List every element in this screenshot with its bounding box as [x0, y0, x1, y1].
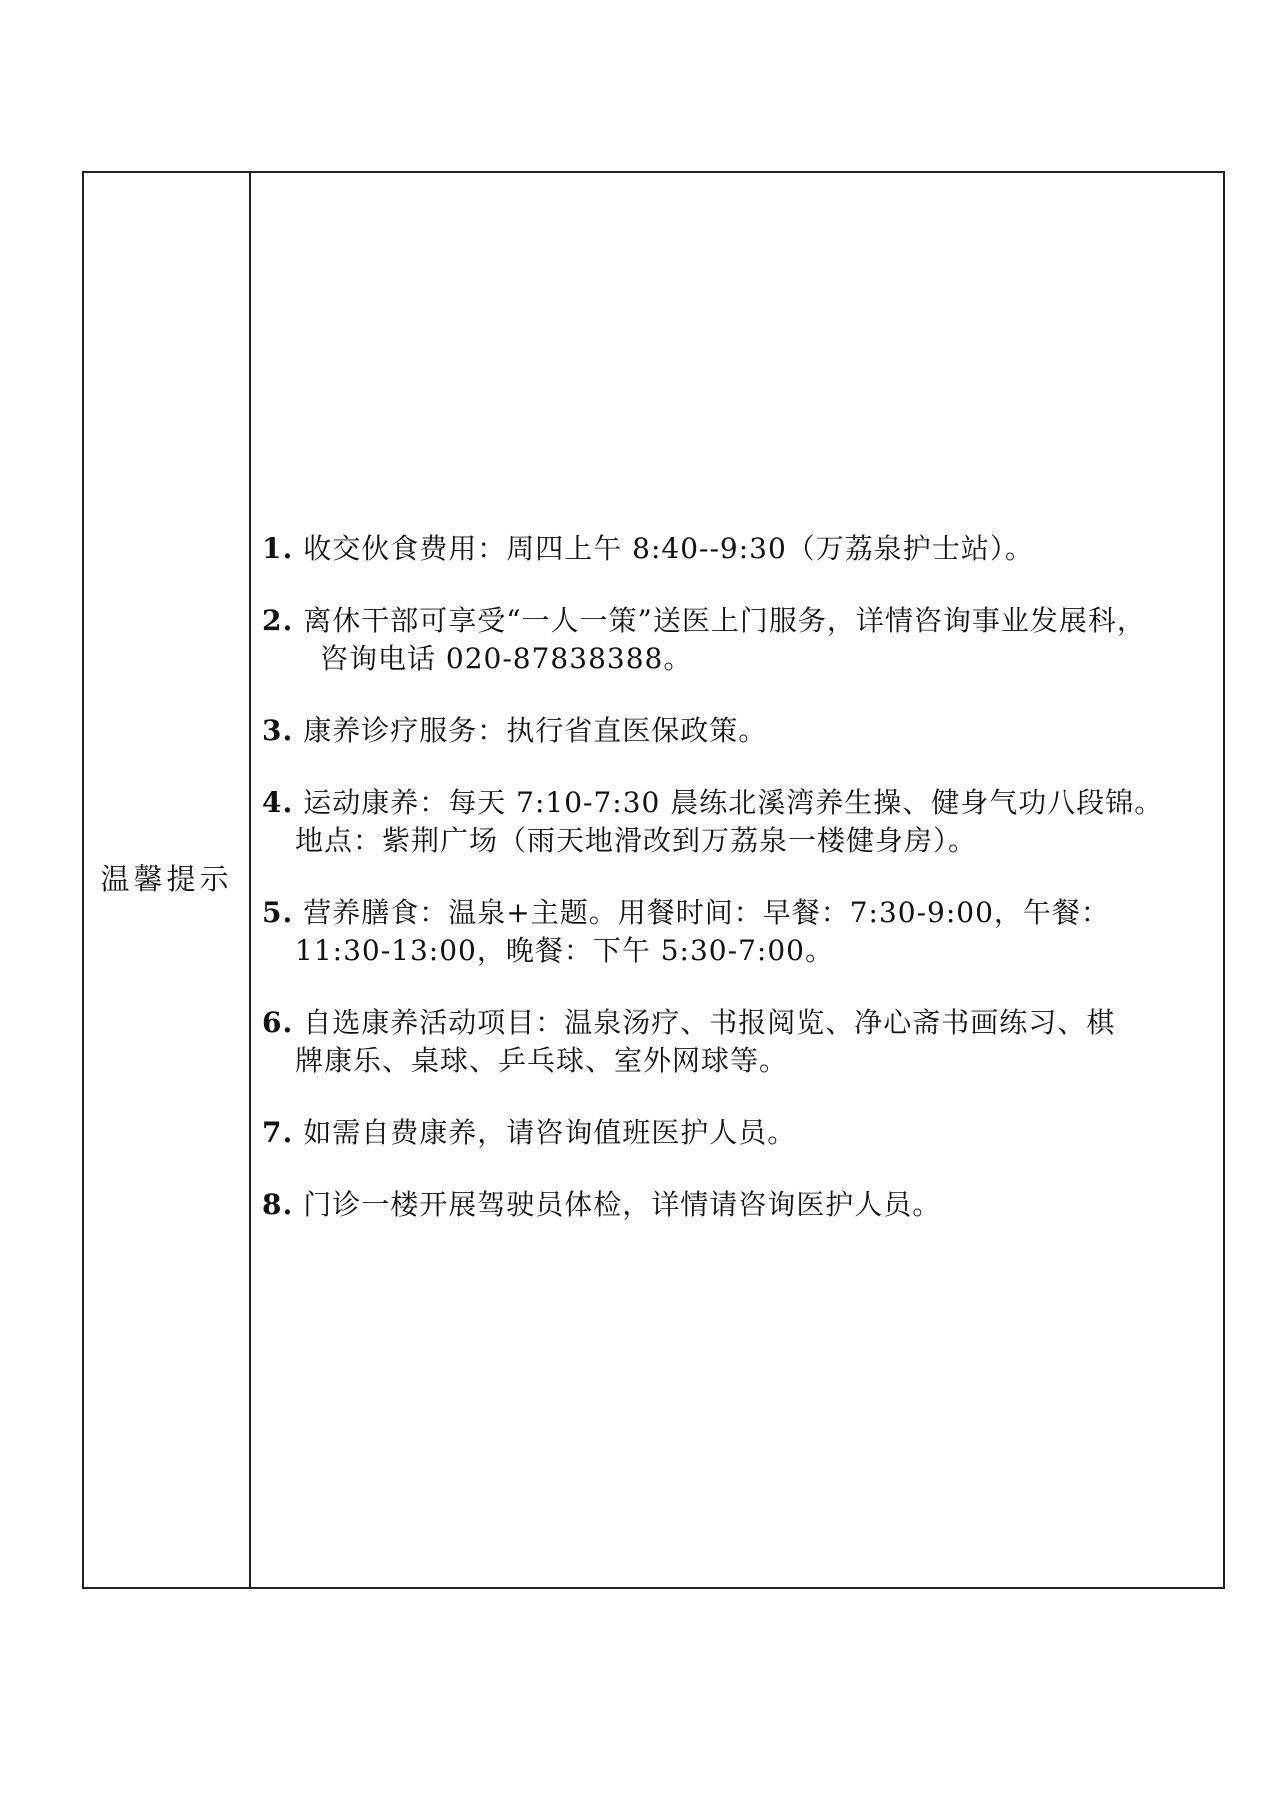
tip-text-continuation: 咨询电话 020-87838388。	[320, 642, 693, 675]
tip-item-3	[262, 712, 1215, 750]
tip-item-8	[262, 1186, 1215, 1224]
tip-number: 8.	[262, 1188, 294, 1221]
tips-list	[262, 530, 1215, 1258]
section-label: 温馨提示	[100, 862, 233, 896]
tip-item-5	[262, 894, 1215, 970]
tip-item-1	[262, 530, 1215, 568]
tip-text: 运动康养：每天 7:10-7:30 晨练北溪湾养生操、健身气功八段锦。	[303, 786, 1164, 819]
tip-text-continuation: 11:30-13:00，晚餐：下午 5:30-7:00。	[295, 934, 834, 967]
tip-text-continuation: 地点：紫荆广场（雨天地滑改到万荔泉一楼健身房）。	[295, 824, 978, 857]
tip-number: 4.	[262, 786, 294, 819]
tip-item-7	[262, 1114, 1215, 1152]
tip-number: 2.	[262, 604, 294, 637]
notice-table	[82, 171, 1225, 1589]
content-cell	[251, 173, 1223, 1587]
tip-text-continuation: 牌康乐、桌球、乒乓球、室外网球等。	[295, 1044, 789, 1077]
tip-text: 自选康养活动项目：温泉汤疗、书报阅览、净心斋书画练习、棋	[303, 1006, 1116, 1039]
tip-number: 6.	[262, 1006, 294, 1039]
label-cell	[84, 173, 251, 1587]
tip-item-4	[262, 784, 1215, 860]
tip-item-6	[262, 1004, 1215, 1080]
tip-item-2	[262, 602, 1215, 678]
tip-number: 7.	[262, 1116, 294, 1149]
tip-number: 5.	[262, 896, 294, 929]
tip-text: 门诊一楼开展驾驶员体检，详情请咨询医护人员。	[303, 1188, 942, 1221]
tip-number: 3.	[262, 714, 294, 747]
tip-text: 如需自费康养，请咨询值班医护人员。	[303, 1116, 797, 1149]
tip-text: 离休干部可享受“一人一策”送医上门服务，详情咨询事业发展科，	[303, 604, 1146, 637]
tip-text: 康养诊疗服务：执行省直医保政策。	[303, 714, 768, 747]
tip-text: 收交伙食费用：周四上午 8:40--9:30（万荔泉护士站）。	[303, 532, 1034, 565]
tip-text: 营养膳食：温泉+主题。用餐时间：早餐：7:30-9:00，午餐：	[303, 896, 1110, 929]
tip-number: 1.	[262, 532, 294, 565]
